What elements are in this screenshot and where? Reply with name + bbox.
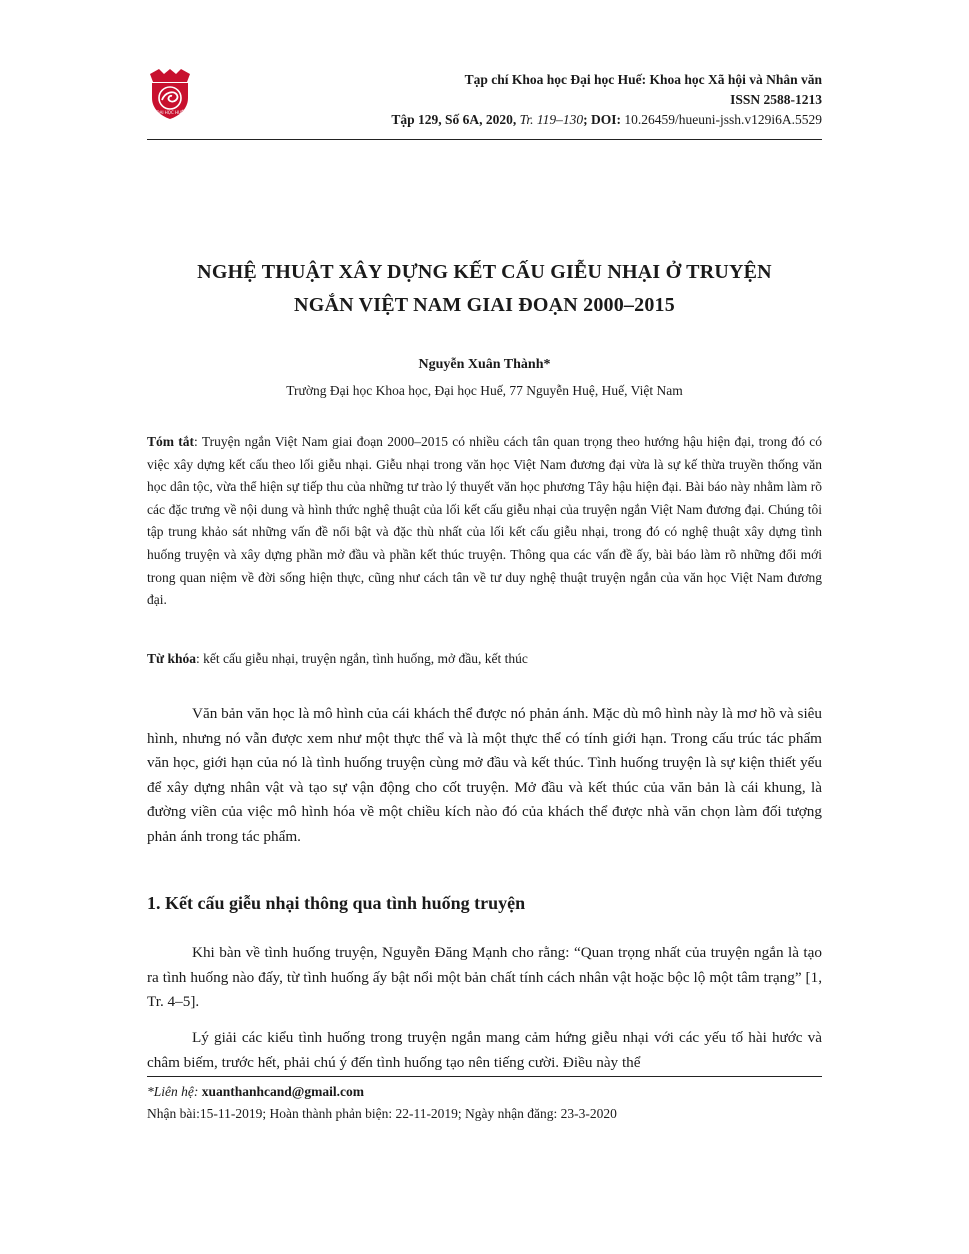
section-heading: 1. Kết cấu giễu nhại thông qua tình huống truyện	[147, 893, 526, 913]
keywords-label: Từ khóa	[147, 651, 196, 666]
title-line-1: NGHỆ THUẬT XÂY DỰNG KẾT CẤU GIỄU NHẠI Ở TRUYỆN	[197, 261, 772, 283]
logo-text: ĐẠI HỌC HUẾ	[156, 110, 184, 115]
abstract-text: : Truyện ngắn Việt Nam giai đoạn 2000–2015 có nhiều cách tân quan trọng theo hướng hậu hiện đại, trong đó có việc xây dựng kết cấu theo lối giễu nhại. Giễu nhại trong văn học Việt Nam đương đại vừa là sự kế thừa truyền thống văn học dân tộc, vừa thể hiện sự tiếp thu của những tư trào lý thuyết văn học phương Tây hậu hiện đại. Bài báo này nhằm làm rõ các đặc trưng về nội dung và hình thức nghệ thuật của lối kết cấu giễu nhại của truyện ngắn Việt Nam đương đại. Chúng tôi tập trung khảo sát những vấn đề nổi bật và đặc thù nhất của lối kết cấu giễu nhại, trong đó có nghệ thuật xây dựng tình huống truyện và xây dựng phần mở đầu và phần kết thúc truyện. Thông qua các vấn đề ấy, bài báo làm rõ những đổi mới trong quan niệm về đời sống hiện thực, cũng như cách tân về tư duy nghệ thuật truyện ngắn của văn học Việt Nam đương đại.	[147, 434, 822, 608]
author-affiliation: Trường Đại học Khoa học, Đại học Huế, 77 Nguyễn Huệ, Huế, Việt Nam	[286, 383, 683, 398]
paper-title	[120, 256, 849, 322]
title-line-2: NGẮN VIỆT NAM GIAI ĐOẠN 2000–2015	[294, 294, 675, 316]
citation-line	[391, 110, 822, 130]
journal-header	[391, 70, 822, 130]
doi-label: ; DOI:	[583, 112, 625, 127]
intro-paragraph: Văn bản văn học là mô hình của cái khách thể được nó phản ánh. Mặc dù mô hình này là mơ hồ và siêu hình, nhưng nó vẫn được xem như một thực thể và là một thực thể có tính giới hạn. Trong cấu trúc tác phẩm văn học, giới hạn của nó là tình huống truyện cùng mở đầu và kết thúc. Tình huống truyện là sự kiện thiết yếu để xây dựng nhân vật và tạo sự vận động cho cốt truyện. Mở đầu và kết thúc của văn bản là cái khung, là đường viền của việc mô hình hóa về một chiều kích nào đó của khách thể được nhà văn chọn làm đối tượng phản ánh trong tác phẩm.	[147, 705, 822, 845]
body-paragraph-2: Khi bàn về tình huống truyện, Nguyễn Đăng Mạnh cho rằng: “Quan trọng nhất của truyện ngắn là tạo ra tình huống nào đấy, từ tình huống ấy bật nổi một bản chất tính cách nhân vật hoặc bộc lộ một tâm trạng” [1, Tr. 4–5].	[147, 944, 822, 1011]
footnote-divider	[147, 1076, 822, 1077]
issn: ISSN 2588-1213	[730, 92, 822, 107]
keywords	[147, 651, 822, 667]
abstract	[147, 431, 822, 612]
university-logo	[147, 68, 193, 120]
contact-label: *Liên hệ:	[147, 1084, 202, 1099]
doi[interactable]: 10.26459/hueuni-jssh.v129i6A.5529	[624, 112, 822, 127]
abstract-label: Tóm tắt	[147, 434, 195, 449]
logo-shield-top	[150, 69, 190, 82]
submission-dates: Nhận bài:15-11-2019; Hoàn thành phản biện: 22-11-2019; Ngày nhận đăng: 23-3-2020	[147, 1106, 617, 1121]
author-name: Nguyễn Xuân Thành*	[418, 357, 551, 372]
keywords-text: : kết cấu giễu nhại, truyện ngắn, tình huống, mở đầu, kết thúc	[196, 651, 528, 666]
page-range: Tr. 119–130	[519, 112, 584, 127]
journal-name: Tạp chí Khoa học Đại học Huế: Khoa học Xã hội và Nhân văn	[464, 72, 822, 87]
body-paragraph-3: Lý giải các kiểu tình huống trong truyện ngắn mang cảm hứng giễu nhại với các yếu tố hài hước và châm biếm, trước hết, phải chú ý đến tình huống tạo nên tiếng cười. Điều này thể	[147, 1029, 822, 1071]
volume-info: Tập 129, Số 6A, 2020,	[391, 112, 520, 127]
contact-email[interactable]: xuanthanhcand@gmail.com	[201, 1084, 364, 1099]
header-divider	[147, 139, 822, 140]
contact-line	[147, 1084, 364, 1100]
